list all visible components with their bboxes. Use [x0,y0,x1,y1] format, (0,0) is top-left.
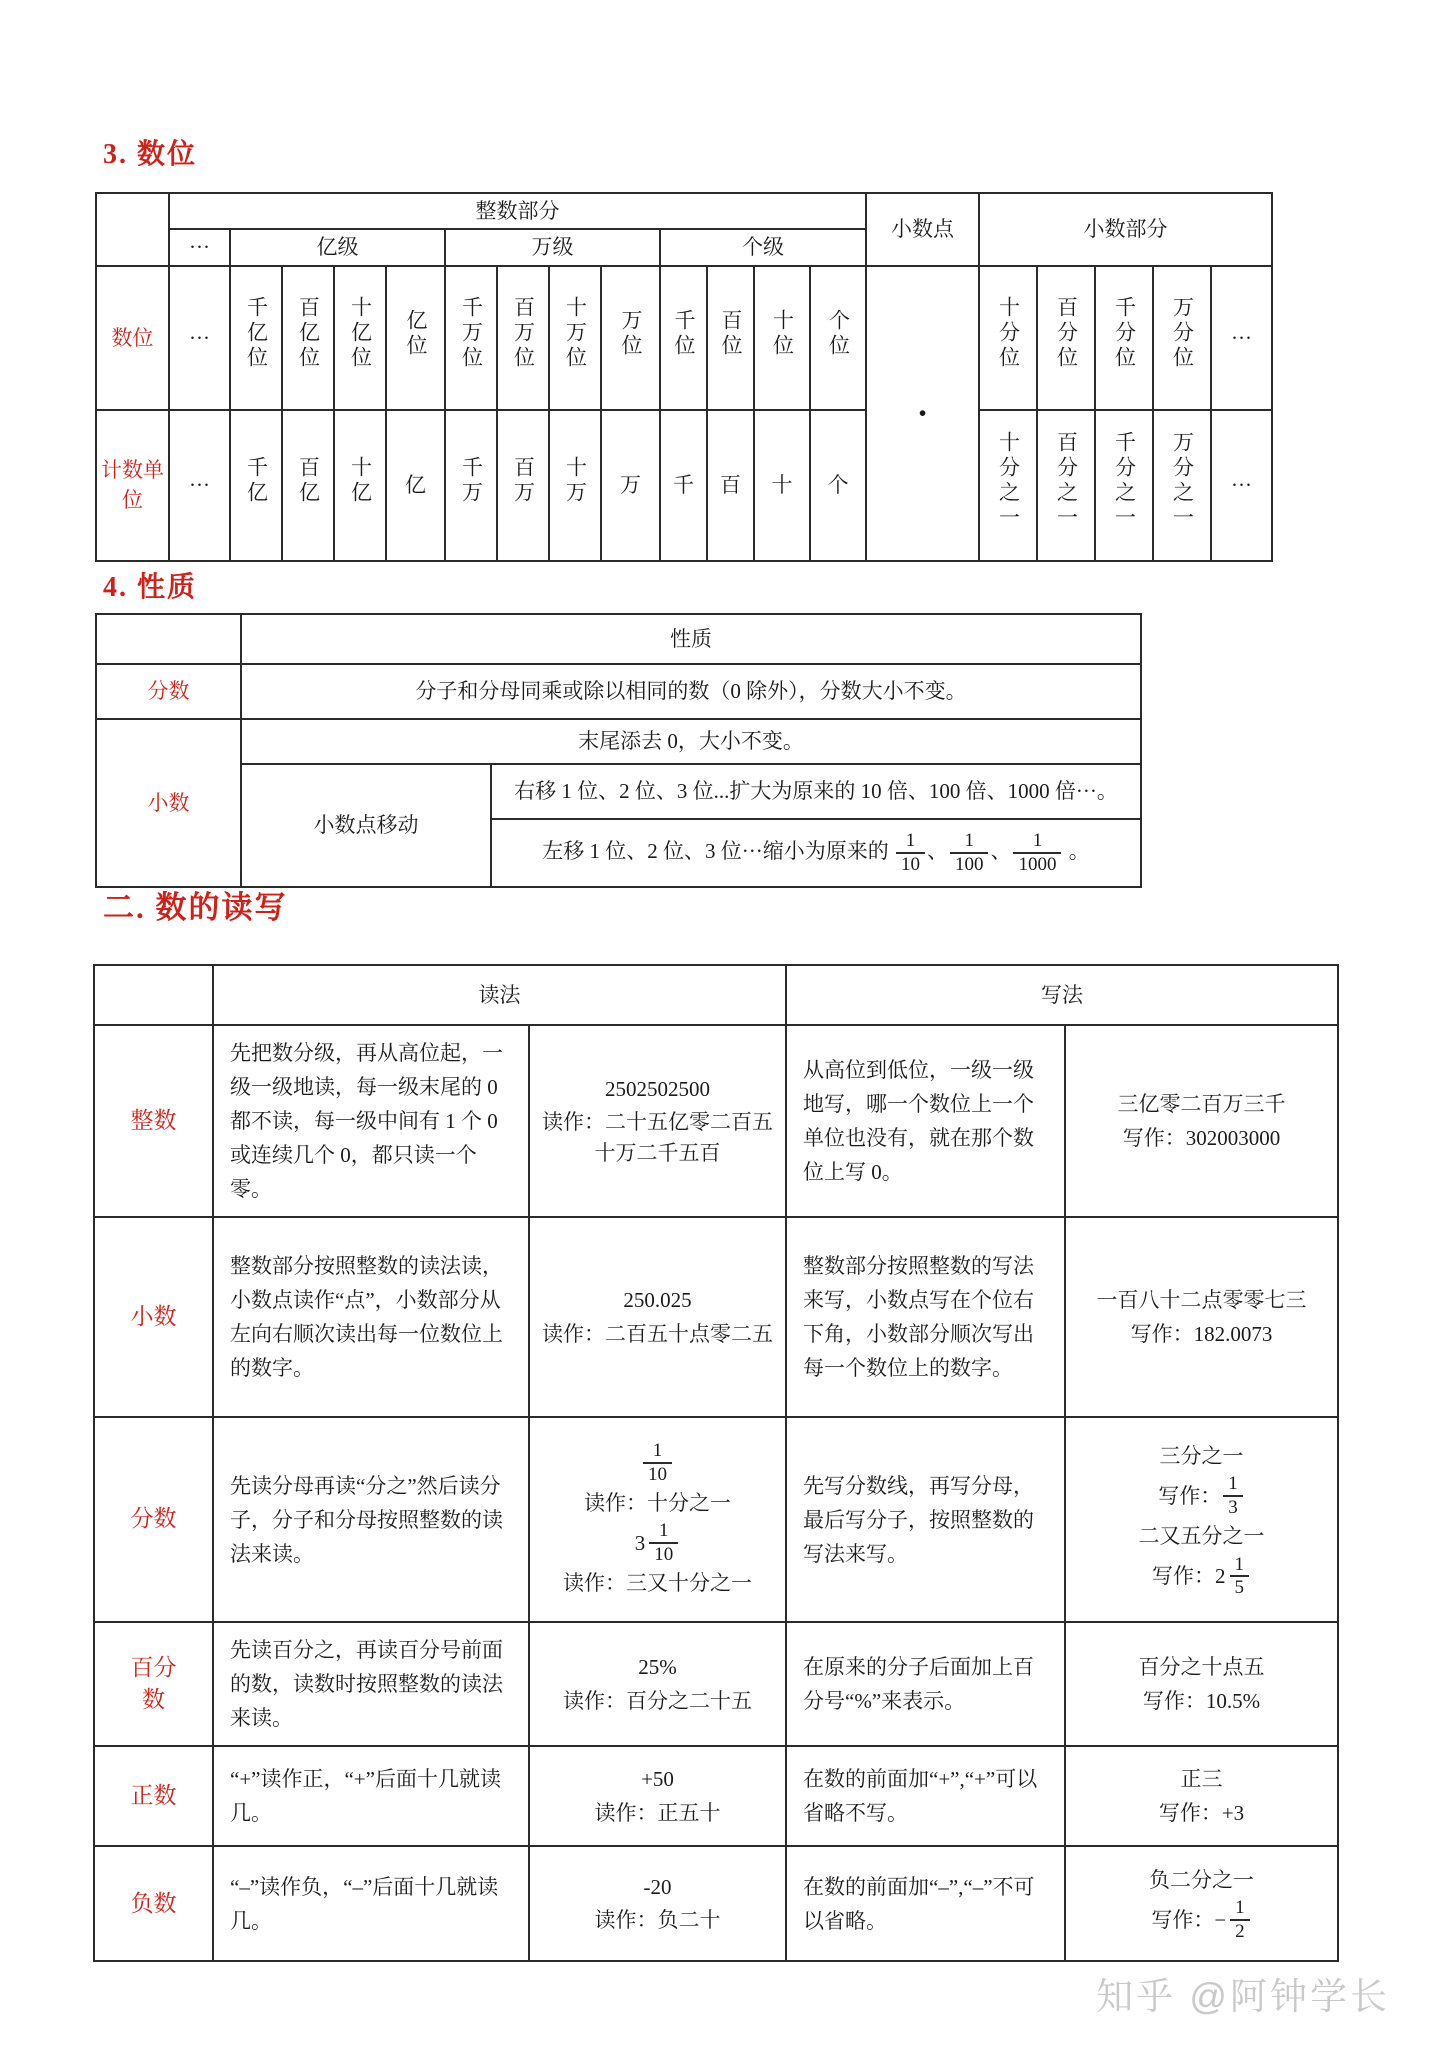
integer-row [94,1025,1338,1217]
digit-cell-0: ··· [169,266,230,410]
corner-cell [96,193,169,266]
read-write-table [93,964,1339,1962]
fraction-read-example [529,1417,786,1622]
unit-cell-8: 万 [601,410,660,561]
digit-text: 亿位 [404,308,428,359]
unit-text: 十亿 [348,456,373,507]
fraction-denominator: 100 [954,854,984,875]
fraction-denominator: 10 [648,1463,667,1485]
unit-cell-0: ··· [169,410,230,561]
percent-read-rule: 先读百分之，再读百分号前面的数，读数时按照整数的读法来读。 [213,1622,529,1746]
negative-write-example [1065,1846,1338,1961]
dots-header: ··· [169,229,230,265]
fraction-numerator: 1 [950,831,989,854]
integer-part-header: 整数部分 [169,193,866,229]
decimal-label [94,1217,213,1417]
fraction-write-example [1065,1417,1338,1622]
decimal-tail-rule: 末尾添去 0，大小不变。 [241,719,1141,764]
write-header: 写法 [786,965,1338,1025]
example-reading: 读作：负二十 [594,1908,721,1933]
digit-text: 十万位 [563,296,588,372]
example-name: 正三 [1180,1767,1223,1792]
move-right-row [96,764,1141,819]
integer-label [94,1025,213,1217]
example-name: 一百八十二点零零七三 [1096,1288,1307,1313]
write-label: 写作： [1152,1564,1215,1589]
unit-cell-1 [230,410,282,561]
fraction-numerator: 1 [1230,1898,1250,1921]
percent-write-example [1065,1622,1338,1746]
negative-row [94,1846,1338,1961]
fraction-rule: 分子和分母同乘或除以相同的数（0 除外），分数大小不变。 [241,664,1141,719]
example-name: 百分之十点五 [1138,1655,1265,1680]
move-label: 小数点移动 [241,764,491,887]
write-label: 写作： [1158,1483,1222,1508]
mixed-whole: 2 [1215,1564,1226,1589]
positive-write-example [1065,1746,1338,1846]
digit-cell-4 [386,266,445,410]
digit-cell-9 [660,266,707,410]
fraction-numerator: 1 [643,1441,672,1464]
digit-text: 百位 [719,308,743,359]
unit-cell-12: 个 [810,410,866,561]
property-table [95,613,1142,888]
unit-text: 百亿 [296,456,321,507]
fraction-one-hundredth [950,831,989,875]
write-label: 写作： [1151,1908,1215,1933]
example-value: 2502502500 [605,1076,710,1101]
move-right-rule: 右移 1 位、2 位、3 位...扩大为原来的 10 倍、100 倍、1000 倍···。 [491,764,1141,819]
fraction-denominator: 2 [1235,1921,1245,1943]
decimal-tail-row [96,719,1141,764]
example-name: 三亿零二百万三千 [1117,1092,1286,1117]
example-writing [1074,1898,1329,1942]
example-value: 250.025 [623,1288,692,1313]
digit-row [96,266,1272,410]
unit-row-label: 计数单位 [96,410,169,561]
digit-cell-1 [230,266,282,410]
positive-row [94,1746,1338,1846]
minus-sign: − [1214,1908,1227,1933]
move-left-prefix: 左移 1 位、2 位、3 位···缩小为原来的 [542,838,889,863]
example-reading: 读作：三又十分之一 [563,1570,752,1595]
digit-row-label: 数位 [96,266,169,410]
positive-label [94,1746,213,1846]
fraction-numerator: 1 [1230,1555,1250,1578]
row-label-text: 百分数 [130,1654,177,1713]
integer-write-example [1065,1025,1338,1217]
fraction-numerator: 1 [649,1521,678,1544]
fraction-label [94,1417,213,1622]
example-name: 负二分之一 [1149,1867,1254,1892]
example-name: 三分之一 [1159,1443,1244,1468]
row-label-text: 正数 [130,1783,177,1809]
unit-row [96,410,1272,561]
unit-cell-4: 亿 [386,410,445,561]
unit-cell-6 [497,410,549,561]
ge-level-header: 个级 [660,229,866,265]
digit-cell-5 [445,266,497,410]
unit-cell-5 [445,410,497,561]
read-header: 读法 [213,965,786,1025]
row-label-text: 整数 [130,1107,177,1133]
example-reading: 读作：正五十 [594,1800,721,1825]
example-writing [1074,1555,1329,1599]
decimal-read-example [529,1217,786,1417]
digit-text: 千亿位 [244,296,269,372]
fraction-numerator: 1 [896,831,925,854]
fraction-one-tenth [649,1521,678,1565]
example-writing: 写作：10.5% [1142,1688,1261,1713]
fraction-label: 分数 [96,664,241,719]
fraction-numerator: 1 [1013,831,1061,854]
move-left-suffix: 。 [1068,838,1090,863]
digit-text: 千分位 [1112,296,1137,372]
decimal-read-rule: 整数部分按照整数的读法读，小数点读作“点”，小数部分从左向右顺次读出每一位数位上的数字。 [213,1217,529,1417]
decimal-row [94,1217,1338,1417]
row-label-text: 负数 [130,1890,177,1916]
place-header-row-1 [96,193,1272,229]
unit-cell-15 [1095,410,1153,561]
unit-text: 十万 [563,456,588,507]
percent-label [94,1622,213,1746]
fraction-write-rule: 先写分数线，再写分母，最后写分子，按照整数的写法来写。 [786,1417,1065,1622]
fraction-one-thousandth [1013,831,1061,875]
corner-cell [94,965,213,1025]
digit-text: 千位 [672,308,696,359]
corner-cell [96,614,241,664]
example-writing [1074,1474,1329,1518]
property-header: 性质 [241,614,1141,664]
integer-read-rule: 先把数分级，再从高位起，一级一级地读，每一级末尾的 0 都不读，每一级中间有 1 个 0 或连续几个 0，都只读一个零。 [213,1025,529,1217]
row-label-text: 分数 [130,1506,177,1532]
digit-text: 个位 [826,308,851,359]
unit-text: 十分之一 [996,431,1021,532]
digit-text: 万位 [619,308,643,359]
digit-text: 百分位 [1054,296,1079,372]
integer-read-example [529,1025,786,1217]
section-title-xingzhi: 4. 性质 [103,572,198,603]
unit-text: 万分之一 [1170,431,1195,532]
fraction-one-fifth [1230,1555,1250,1599]
example-value: -20 [643,1874,672,1899]
digit-cell-16 [1153,266,1211,410]
integer-write-rule: 从高位到低位，一级一级地写，哪一个数位上一个单位也没有，就在那个数位上写 0。 [786,1025,1065,1217]
digit-cell-3 [334,266,386,410]
percent-write-rule: 在原来的分子后面加上百分号“%”来表示。 [786,1622,1065,1746]
fraction-one-tenth [643,1441,672,1485]
move-left-rule [491,819,1141,887]
unit-text: 百分之一 [1054,431,1079,532]
fraction-denominator: 1000 [1018,854,1057,875]
fraction-denominator: 10 [900,854,920,875]
unit-cell-3 [334,410,386,561]
digit-cell-12 [810,266,866,410]
unit-cell-10: 百 [707,410,754,561]
decimal-part-header: 小数部分 [979,193,1272,266]
fraction-row [94,1417,1338,1622]
decimal-label: 小数 [96,719,241,887]
digit-cell-17: ··· [1211,266,1272,410]
positive-read-rule: “+”读作正，“+”后面十几就读几。 [213,1746,529,1846]
example-reading: 读作：二十五亿零二百五十万二千五百 [542,1110,773,1165]
place-value-table [95,192,1273,562]
digit-cell-2 [282,266,334,410]
mixed-whole: 3 [634,1530,646,1555]
fraction-one-third [1223,1474,1243,1518]
example-value: +50 [641,1767,674,1792]
decimal-dot-cell: • [866,266,979,561]
example-reading: 读作：二百五十点零二五 [542,1321,773,1346]
digit-text: 十位 [770,308,795,359]
unit-text: 千分之一 [1112,431,1137,532]
section-title-shuwei: 3. 数位 [103,139,198,170]
digit-text: 千万位 [459,296,484,372]
example-writing: 写作：182.0073 [1130,1321,1273,1346]
property-header-row [96,614,1141,664]
digit-cell-8 [601,266,660,410]
fraction-numerator: 1 [1223,1474,1243,1497]
row-label-text: 小数 [130,1303,177,1329]
unit-text: 千亿 [244,456,269,507]
unit-cell-13 [979,410,1037,561]
unit-cell-2 [282,410,334,561]
fraction-denominator: 10 [654,1544,674,1566]
rw-header-row [94,965,1338,1025]
digit-cell-14 [1037,266,1095,410]
digit-text: 万分位 [1170,296,1195,372]
fraction-one-half [1230,1898,1250,1942]
example-reading: 读作：十分之一 [584,1490,731,1515]
digit-cell-13 [979,266,1037,410]
negative-read-example [529,1846,786,1961]
percent-read-example [529,1622,786,1746]
example-mixed-number [538,1521,777,1565]
fraction-property-row [96,664,1141,719]
example-fraction [538,1441,777,1485]
fraction-read-rule: 先读分母再读“分之”然后读分子，分子和分母按照整数的读法来读。 [213,1417,529,1622]
decimal-point-header: 小数点 [866,193,979,266]
yi-level-header: 亿级 [230,229,445,265]
unit-cell-17: ··· [1211,410,1272,561]
decimal-write-rule: 整数部分按照整数的写法来写，小数点写在个位右下角，小数部分顺次写出每一个数位上的数字。 [786,1217,1065,1417]
digit-cell-15 [1095,266,1153,410]
positive-write-rule: 在数的前面加“+”,“+”可以省略不写。 [786,1746,1065,1846]
digit-cell-6 [497,266,549,410]
example-reading: 读作：百分之二十五 [563,1688,752,1713]
unit-text: 百万 [511,456,536,507]
unit-cell-9: 千 [660,410,707,561]
negative-label [94,1846,213,1961]
example-writing: 写作：302003000 [1122,1125,1281,1150]
digit-cell-11 [754,266,810,410]
unit-cell-7 [549,410,601,561]
unit-text: 千万 [459,456,484,507]
positive-read-example [529,1746,786,1846]
digit-text: 百万位 [511,296,536,372]
list-separator: 、 [990,838,1012,863]
list-separator: 、 [926,838,948,863]
unit-cell-11: 十 [754,410,810,561]
fraction-one-tenth [896,831,925,875]
example-value: 25% [638,1655,677,1680]
negative-write-rule: 在数的前面加“–”,“–”不可以省略。 [786,1846,1065,1961]
digit-cell-7 [549,266,601,410]
unit-cell-14 [1037,410,1095,561]
example-writing: 写作：+3 [1158,1800,1245,1825]
negative-read-rule: “–”读作负，“–”后面十几就读几。 [213,1846,529,1961]
decimal-write-example [1065,1217,1338,1417]
unit-cell-16 [1153,410,1211,561]
zhihu-watermark: 知乎 @阿钟学长 [1096,1976,1390,2017]
fraction-denominator: 3 [1228,1497,1238,1519]
digit-text: 百亿位 [296,296,321,372]
digit-text: 十分位 [996,296,1021,372]
fraction-denominator: 5 [1234,1577,1244,1599]
example-name: 二又五分之一 [1138,1524,1265,1549]
section-title-dushuxie: 二. 数的读写 [103,890,288,925]
percent-row [94,1622,1338,1746]
digit-text: 十亿位 [348,296,373,372]
wan-level-header: 万级 [445,229,660,265]
digit-cell-10 [707,266,754,410]
